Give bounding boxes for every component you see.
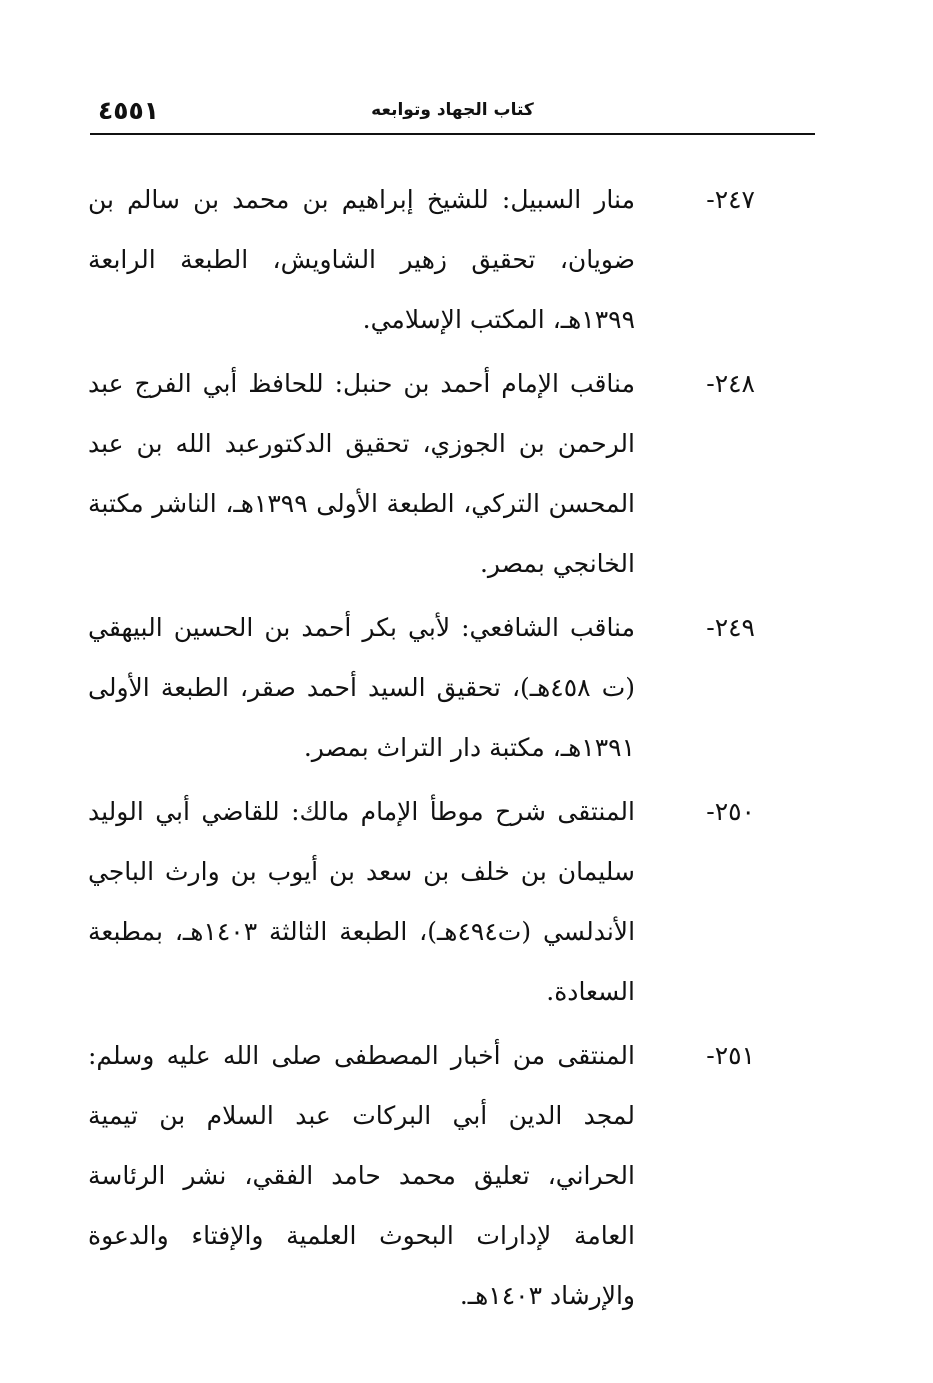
entry-text: مناقب الشافعي: لأبي بكر أحمد بن الحسين البيهقي (ت ٤٥٨هـ)، تحقيق السيد أحمد صقر، الطبعة الأولى ١٣٩١هـ، مكتبة دار التراث بمصر.	[88, 613, 635, 762]
bibliography-entry-247	[88, 170, 755, 350]
entry-number: ٢٤٧-	[706, 185, 755, 214]
entry-number: ٢٤٩-	[706, 613, 755, 642]
entry-text: مناقب الإمام أحمد بن حنبل: للحافظ أبي الفرج عبد الرحمن بن الجوزي، تحقيق الدكتورعبد الله بن عبد المحسن التركي، الطبعة الأولى ١٣٩٩هـ، الناشر مكتبة الخانجي بمصر.	[88, 369, 636, 578]
bibliography-entry-248	[88, 354, 755, 594]
page-number: ٤٥٥١	[98, 96, 160, 125]
running-title: كتاب الجهاد وتوابعه	[371, 100, 534, 120]
entry-text: المنتقى شرح موطأ الإمام مالك: للقاضي أبي الوليد سليمان بن خلف بن سعد بن أيوب بن وارث الباجي الأندلسي (ت٤٩٤هـ)، الطبعة الثالثة ١٤٠٣هـ، بمطبعة السعادة.	[88, 797, 636, 1006]
bibliography-entry-250	[88, 782, 755, 1022]
header-rule	[90, 133, 815, 135]
bibliography-entry-251	[88, 1026, 755, 1326]
entry-number: ٢٥١-	[706, 1041, 755, 1070]
bibliography-entry-249	[88, 598, 755, 778]
page-header	[90, 96, 815, 132]
entry-number: ٢٤٨-	[706, 369, 755, 398]
entry-text: منار السبيل: للشيخ إبراهيم بن محمد بن سالم بن ضويان، تحقيق زهير الشاويش، الطبعة الرابعة ١٣٩٩هـ، المكتب الإسلامي.	[88, 185, 635, 334]
entry-number: ٢٥٠-	[706, 797, 755, 826]
bibliography-list	[88, 170, 755, 1330]
entry-text: المنتقى من أخبار المصطفى صلى الله عليه وسلم: لمجد الدين أبي البركات عبد السلام بن تيمية الحراني، تعليق محمد حامد الفقي، نشر الرئاسة العامة لإدارات البحوث العلمية والإفتاء والدعوة والإرشاد ١٤٠٣هـ.	[88, 1041, 635, 1310]
